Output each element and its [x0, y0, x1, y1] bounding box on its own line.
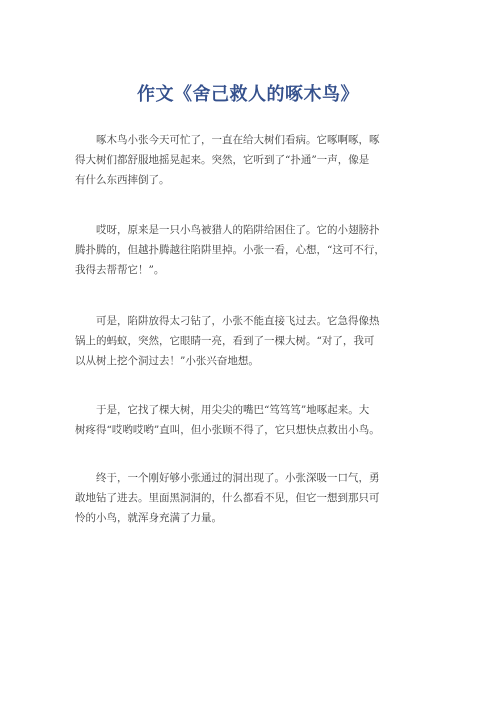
- paragraph-line: 于是，它找了棵大树，用尖尖的嘴巴“笃笃笃”地啄起来。大: [96, 404, 370, 416]
- paragraph-1: [75, 130, 435, 190]
- paragraph-line: 终于，一个刚好够小张通过的洞出现了。小张深吸一口气，勇: [96, 472, 380, 484]
- paragraph-line: 腾扑腾的，但越扑腾越往陷阱里掉。小张一看，心想，“这可不行，: [75, 244, 385, 256]
- paragraph-line: 有什么东西摔倒了。: [75, 174, 170, 186]
- paragraph-line: 怜的小鸟，就浑身充满了力量。: [75, 512, 222, 524]
- paragraph-line: 哎呀，原来是一只小鸟被猎人的陷阱给困住了。它的小翅膀扑: [96, 224, 380, 236]
- paragraph-5: [75, 468, 435, 528]
- paragraph-line: 以从树上挖个洞过去！”小张兴奋地想。: [75, 355, 259, 367]
- paragraph-4: [75, 400, 435, 440]
- paragraph-3: [75, 311, 435, 371]
- paragraph-line: 可是，陷阱放得太刁钻了，小张不能直接飞过去。它急得像热: [96, 315, 380, 327]
- paragraph-line: 锅上的蚂蚁，突然，它眼睛一亮，看到了一棵大树。“对了，我可: [75, 335, 375, 347]
- paragraph-line: 得大树们都舒服地摇晃起来。突然，它听到了“扑通”一声，像是: [75, 154, 370, 166]
- paragraph-line: 树疼得“哎哟哎哟”直叫，但小张顾不得了，它只想快点救出小鸟。: [75, 424, 380, 436]
- paragraph-2: [75, 220, 435, 280]
- essay-title: 作文《舍己救人的啄木鸟》: [137, 84, 359, 105]
- paragraph-line: 敢地钻了进去。里面黑洞洞的，什么都看不见，但它一想到那只可: [75, 492, 380, 504]
- paragraph-line: 我得去帮帮它！”。: [75, 264, 165, 276]
- paragraph-line: 啄木鸟小张今天可忙了，一直在给大树们看病。它啄啊啄，啄: [96, 134, 380, 146]
